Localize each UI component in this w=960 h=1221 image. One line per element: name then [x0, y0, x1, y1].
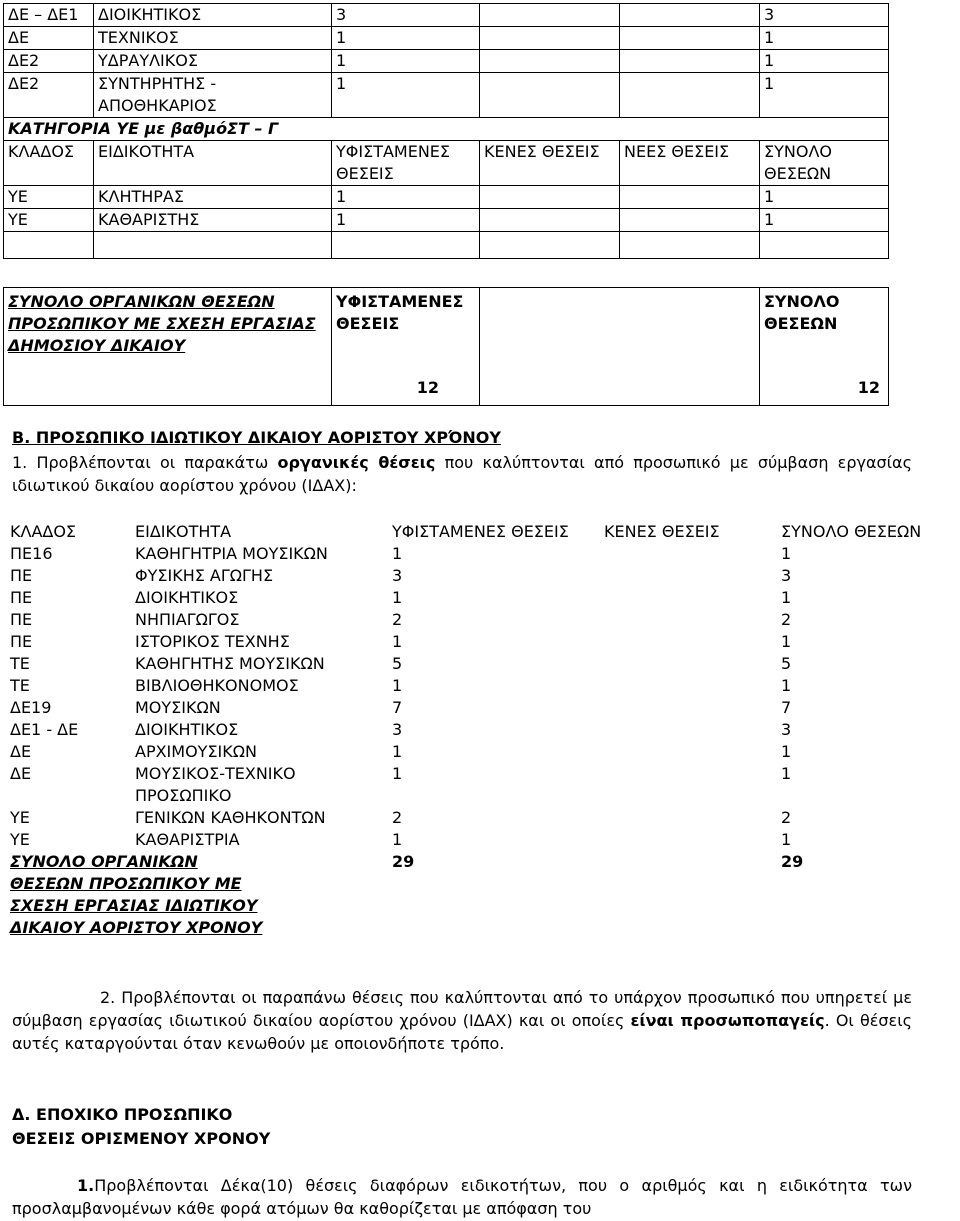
table-row — [6, 741, 956, 763]
summary-dd-synolo-header: ΣΥΝΟΛΟ ΘΕΣΕΩΝ — [764, 292, 840, 333]
cell-klados: ΠΕ — [10, 588, 33, 607]
cell-yfist: 1 — [332, 209, 480, 232]
cell-yfist: 1 — [392, 742, 403, 761]
cell-eidikotita: ΜΟΥΣΙΚΩΝ — [135, 698, 221, 717]
cell-klados: ΔΕ2 — [4, 50, 94, 73]
cell-eidikotita: ΜΟΥΣΙΚΟΣ-ΤΕΧΝΙΚΟ ΠΡΟΣΩΠΙΚΟ — [135, 764, 296, 805]
idax-total-yfist: 29 — [392, 852, 415, 871]
cell-eidikotita: ΥΔΡΑΥΛΙΚΟΣ — [94, 50, 332, 73]
cell-eidikotita: ΣΥΝΤΗΡΗΤΗΣ - ΑΠΟΘΗΚΑΡΙΟΣ — [94, 73, 332, 118]
cell-yfist: 1 — [392, 632, 403, 651]
table-row — [4, 209, 889, 232]
summary-dd-yfist-value: 12 — [416, 378, 439, 397]
cell-synolo: 1 — [760, 73, 889, 118]
table-row — [6, 697, 956, 719]
cell-yfist: 1 — [392, 676, 403, 695]
cell-eidikotita: ΚΑΘΑΡΙΣΤΗΣ — [94, 209, 332, 232]
cell-yfist: 3 — [392, 720, 403, 739]
header-eidikotita: ΕΙΔΙΚΟΤΗΤΑ — [94, 141, 332, 186]
cell-klados: ΔΕ — [10, 764, 32, 783]
table-row — [6, 565, 956, 587]
idax-header-kenes: ΚΕΝΕΣ ΘΕΣΕΙΣ — [604, 522, 720, 541]
cell-yfist: 3 — [332, 4, 480, 27]
cell-synolo: 1 — [760, 50, 889, 73]
idax-header-klados: ΚΛΑΔΟΣ — [10, 522, 77, 541]
cell-yfist: 1 — [332, 186, 480, 209]
cell-yfist: 2 — [392, 610, 403, 629]
cell-synolo: 3 — [781, 720, 792, 739]
cell-eidikotita: ΑΡΧΙΜΟΥΣΙΚΩΝ — [135, 742, 257, 761]
table-row — [6, 631, 956, 653]
section-d-title-line1: Δ. ΕΠΟΧΙΚΟ ΠΡΟΣΩΠΙΚΟ — [12, 1105, 233, 1124]
cell-klados: ΠΕ — [10, 566, 33, 585]
section-d-title-line2: ΘΕΣΕΙΣ ΟΡΙΣΜΕΝΟΥ ΧΡΟΝΟΥ — [12, 1129, 271, 1148]
cell-yfist: 5 — [392, 654, 403, 673]
cell-synolo: 1 — [781, 830, 792, 849]
idax-total-synolo: 29 — [781, 852, 804, 871]
cell-synolo: 1 — [760, 186, 889, 209]
cell-klados: ΔΕ — [10, 742, 32, 761]
empty-row — [4, 232, 889, 259]
table-row — [4, 4, 889, 27]
cell-klados: ΤΕ — [10, 676, 30, 695]
table-row — [6, 543, 956, 565]
table-row — [6, 763, 956, 807]
table-row — [4, 27, 889, 50]
summary-dd-table — [3, 287, 889, 406]
idax-total-row — [6, 851, 956, 939]
cell-yfist: 1 — [392, 830, 403, 849]
cell-klados: ΠΕ16 — [10, 544, 53, 563]
cell-synolo: 1 — [760, 27, 889, 50]
cell-synolo: 7 — [781, 698, 792, 717]
table-row — [4, 186, 889, 209]
cell-yfist: 2 — [392, 808, 403, 827]
cell-klados: ΥΕ — [10, 830, 30, 849]
cell-synolo: 1 — [781, 742, 792, 761]
cell-synolo: 5 — [781, 654, 792, 673]
table-row — [4, 50, 889, 73]
cell-synolo: 1 — [781, 544, 792, 563]
cell-synolo: 1 — [781, 632, 792, 651]
cell-synolo: 2 — [781, 610, 792, 629]
cell-eidikotita: ΓΕΝΙΚΩΝ ΚΑΘΗΚΟΝΤΩΝ — [135, 808, 326, 827]
cell-synolo: 3 — [760, 4, 889, 27]
cell-eidikotita: ΒΙΒΛΙΟΘΗΚΟΝΟΜΟΣ — [135, 676, 299, 695]
cell-klados: ΤΕ — [10, 654, 30, 673]
table-row — [6, 587, 956, 609]
table-row — [6, 719, 956, 741]
cell-eidikotita: ΚΛΗΤΗΡΑΣ — [94, 186, 332, 209]
cell-eidikotita: ΚΑΘΗΓΗΤΡΙΑ ΜΟΥΣΙΚΩΝ — [135, 544, 328, 563]
cell-eidikotita: ΚΑΘΗΓΗΤΗΣ ΜΟΥΣΙΚΩΝ — [135, 654, 325, 673]
table-row — [6, 807, 956, 829]
cell-eidikotita: ΔΙΟΙΚΗΤΙΚΟΣ — [135, 588, 239, 607]
table-row — [6, 609, 956, 631]
top-positions-table — [3, 3, 889, 259]
cell-eidikotita: ΔΙΟΙΚΗΤΙΚΟΣ — [135, 720, 239, 739]
cell-eidikotita: ΦΥΣΙΚΗΣ ΑΓΩΓΗΣ — [135, 566, 274, 585]
summary-dd-label: ΣΥΝΟΛΟ ΟΡΓΑΝΙΚΩΝ ΘΕΣΕΩΝ ΠΡΟΣΩΠΙΚΟΥ ΜΕ ΣΧΕΣΗ ΕΡΓΑΣΙΑΣ ΔΗΜΟΣΙΟΥ ΔΙΚΑΙΟΥ — [4, 288, 332, 406]
cell-yfist: 1 — [392, 588, 403, 607]
cell-klados: ΔΕ1 - ΔΕ — [10, 720, 79, 739]
cell-yfist: 1 — [332, 73, 480, 118]
header-klados: ΚΛΑΔΟΣ — [4, 141, 94, 186]
category-ye-heading: ΚΑΤΗΓΟΡΙΑ ΥΕ με βαθμόΣΤ – Γ — [4, 118, 889, 141]
top-header-row — [4, 141, 889, 186]
idax-header-row — [6, 521, 956, 543]
cell-yfist: 1 — [392, 764, 403, 783]
table-row — [6, 829, 956, 851]
cell-synolo: 2 — [781, 808, 792, 827]
cell-yfist: 1 — [332, 27, 480, 50]
section-d-paragraph: 1.Προβλέπονται Δέκα(10) θέσεις διαφόρων ειδικοτήτων, που ο αριθμός και η ειδικότητα των προσλαμβανομένων κάθε φορά ατόμων θα καθορίζεται με απόφαση του — [12, 1176, 912, 1218]
table-row — [6, 653, 956, 675]
idax-header-yfistamenes: ΥΦΙΣΤΑΜΕΝΕΣ ΘΕΣΕΙΣ — [392, 522, 569, 541]
summary-dd-row — [4, 288, 889, 406]
cell-synolo: 1 — [781, 764, 792, 783]
idax-header-synolo: ΣΥΝΟΛΟ ΘΕΣΕΩΝ — [781, 522, 922, 541]
cell-yfist: 3 — [392, 566, 403, 585]
section-b-paragraph-2: 2. Προβλέπονται οι παραπάνω θέσεις που καλύπτονται από το υπάρχον προσωπικό που υπηρετεί με σύμβαση εργασίας ιδιωτικού δικαίου αορίστου χρόνου (ΙΔΑΧ) και οι οποίες είναι προσωποπαγείς. Οι θέσεις αυτές καταργούνται όταν κενωθούν με οποιονδήποτε τρόπο. — [12, 988, 912, 1053]
summary-dd-synolo-value: 12 — [857, 378, 880, 397]
cell-klados: ΠΕ — [10, 632, 33, 651]
cell-synolo: 1 — [781, 588, 792, 607]
header-synolo: ΣΥΝΟΛΟ ΘΕΣΕΩΝ — [760, 141, 889, 186]
table-row — [6, 675, 956, 697]
header-kenes: ΚΕΝΕΣ ΘΕΣΕΙΣ — [480, 141, 620, 186]
idax-total-label: ΣΥΝΟΛΟ ΟΡΓΑΝΙΚΩΝ ΘΕΣΕΩΝ ΠΡΟΣΩΠΙΚΟΥ ΜΕ ΣΧΕΣΗ ΕΡΓΑΣΙΑΣ ΙΔΙΩΤΙΚΟΥ ΔΙΚΑΙΟΥ ΑΟΡΙΣΤΟΥ ΧΡΟΝΟΥ — [10, 852, 263, 937]
cell-eidikotita: ΙΣΤΟΡΙΚΟΣ ΤΕΧΝΗΣ — [135, 632, 290, 651]
section-b-paragraph-1: 1. Προβλέπονται οι παρακάτω οργανικές θέσεις που καλύπτονται από προσωπικό με σύμβαση εργασίας ιδιωτικού δικαίου αορίστου χρόνου (ΙΔΑΧ): — [12, 453, 912, 495]
cell-klados: ΥΕ — [4, 186, 94, 209]
cell-eidikotita: ΔΙΟΙΚΗΤΙΚΟΣ — [94, 4, 332, 27]
header-nees: ΝΕΕΣ ΘΕΣΕΙΣ — [620, 141, 760, 186]
summary-dd-synolo-cell — [760, 288, 889, 406]
cell-klados: ΔΕ — [4, 27, 94, 50]
idax-header-eidikotita: ΕΙΔΙΚΟΤΗΤΑ — [135, 522, 232, 541]
cell-synolo: 1 — [760, 209, 889, 232]
cell-klados: ΔΕ – ΔΕ1 — [4, 4, 94, 27]
summary-dd-yfist-header: ΥΦΙΣΤΑΜΕΝΕΣ ΘΕΣΕΙΣ — [336, 292, 464, 333]
cell-klados: ΔΕ19 — [10, 698, 52, 717]
cell-eidikotita: ΤΕΧΝΙΚΟΣ — [94, 27, 332, 50]
section-b-title: Β. ΠΡΟΣΩΠΙΚΟ ΙΔΙΩΤΙΚΟΥ ΔΙΚΑΙΟΥ ΑΟΡΙΣΤΟΥ ΧΡΌΝΟΥ — [12, 428, 501, 447]
cell-yfist: 1 — [392, 544, 403, 563]
cell-klados: ΥΕ — [4, 209, 94, 232]
idax-table — [6, 521, 956, 939]
summary-dd-yfist-cell — [332, 288, 480, 406]
cell-eidikotita: ΝΗΠΙΑΓΩΓΟΣ — [135, 610, 240, 629]
header-yfistamenes: ΥΦΙΣΤΑΜΕΝΕΣ ΘΕΣΕΙΣ — [332, 141, 480, 186]
cell-synolo: 3 — [781, 566, 792, 585]
cell-eidikotita: ΚΑΘΑΡΙΣΤΡΙΑ — [135, 830, 240, 849]
cell-yfist: 7 — [392, 698, 403, 717]
table-row — [4, 73, 889, 118]
cell-klados: ΥΕ — [10, 808, 30, 827]
cell-synolo: 1 — [781, 676, 792, 695]
cell-klados: ΠΕ — [10, 610, 33, 629]
cell-yfist: 1 — [332, 50, 480, 73]
category-row — [4, 118, 889, 141]
cell-klados: ΔΕ2 — [4, 73, 94, 118]
